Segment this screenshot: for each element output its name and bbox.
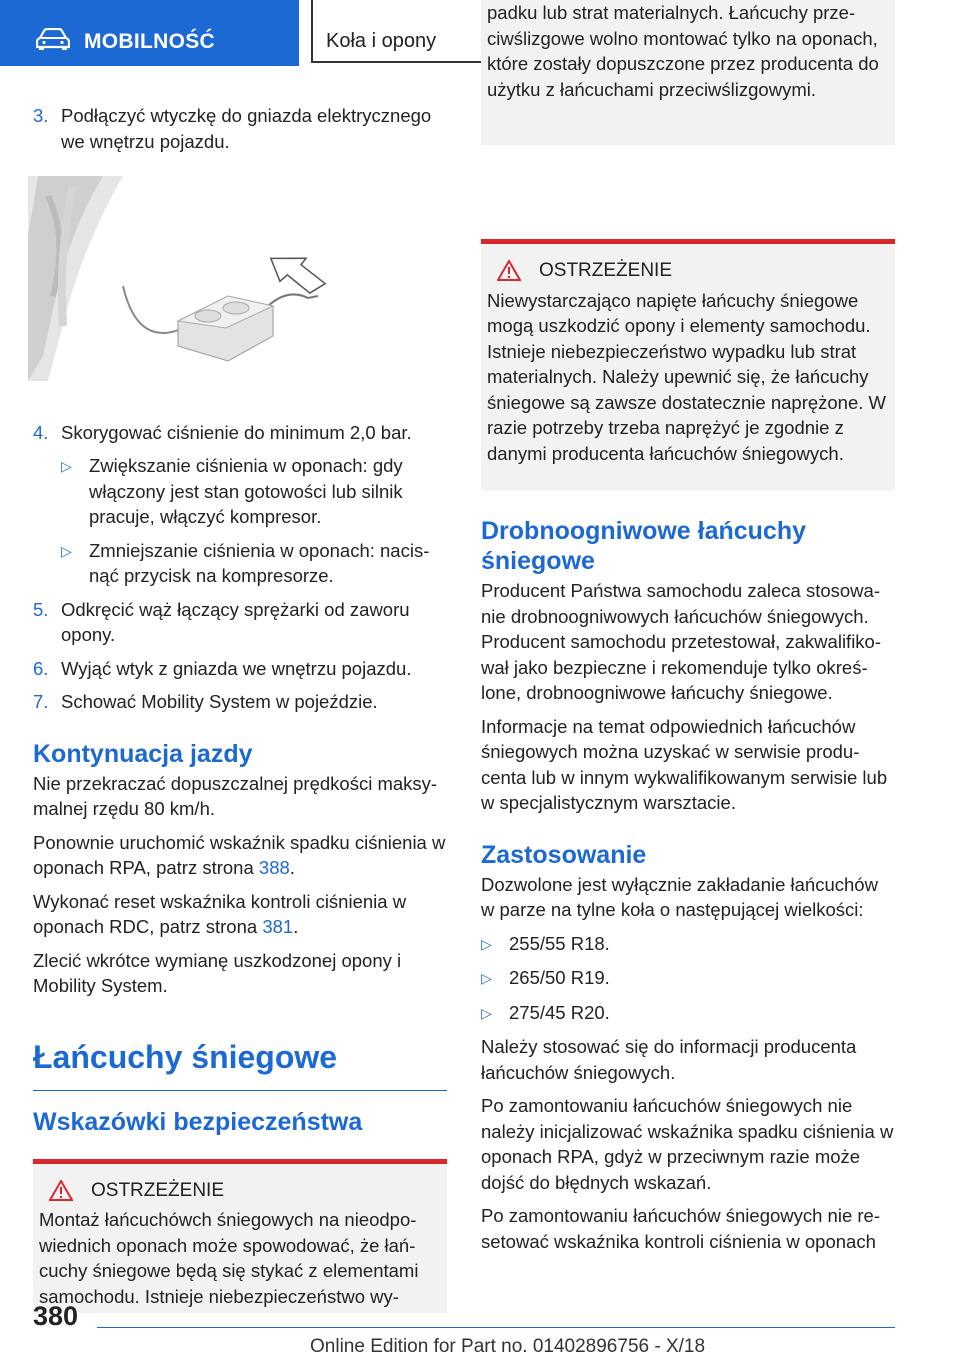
paragraph: Informacje na temat odpowiednich łańcuchów śniegowych można uzyskać w serwisie producenta lub w innym wykwalifikowanym serwisie lub w specjalistycznym warsztacie.: [481, 715, 888, 813]
section-divider: [33, 1090, 447, 1091]
step-5: [33, 597, 447, 648]
warning-text: Montaż łańcuchówch śniegowych na nieodpowiednich oponach może spowodować, że łańcuchy śniegowe będą się stykać z elementami samochodu. Istnieje niebezpieczeństwo wy-: [39, 1209, 419, 1307]
warning-triangle-icon: [497, 260, 521, 281]
footer-edition: Online Edition for Part no. 01402896756 - X/18: [310, 1336, 706, 1357]
warning-continuation: [481, 0, 895, 145]
paragraph: Wykonać reset wskaźnika kontroli ciśnienia w oponach RDC, patrz strona 381.: [33, 890, 407, 937]
header-category-bar: [0, 0, 299, 66]
paragraph: Ponownie uruchomić wskaźnik spadku ciśnienia w oponach RPA, patrz strona 388.: [33, 831, 446, 878]
header-category: MOBILNOŚĆ: [84, 30, 216, 53]
warning-title-row: [487, 258, 889, 284]
triangle-bullet-icon: ▷: [61, 542, 72, 559]
tire-size: 255/55 R18.: [509, 932, 610, 954]
header-section-title: Koła i opony: [326, 30, 437, 52]
paragraph: Dozwolone jest wyłącznie zakładanie łańcuchów w parze na tylne koła o następującej wielkości:: [481, 873, 878, 920]
triangle-bullet-icon: ▷: [481, 935, 492, 952]
footer-divider: [97, 1327, 895, 1328]
sub-text: Zwiększanie ciśnienia w oponach: gdy włączony jest stan gotowości lub silnik pracuje, włączyć kompresor.: [89, 455, 403, 527]
paragraph: Po zamontowaniu łańcuchów śniegowych nie resetować wskaźnika kontroli ciśnienia w oponach: [481, 1205, 881, 1252]
warning-text: padku lub strat materialnych. Łańcuchy przeciwślizgowe wolno montować tylko na oponach, które zostały dopuszczone przez producenta do użytku z łańcuchami przeciwślizgowymi.: [487, 2, 879, 100]
paragraph: Należy stosować się do informacji producenta łańcuchów śniegowych.: [481, 1036, 857, 1083]
heading-safety-notes: Wskazówki bezpieczeństwa: [33, 1107, 363, 1136]
list-item: [481, 1000, 895, 1027]
step-number: 5.: [33, 598, 49, 620]
tire-size: 275/45 R20.: [509, 1001, 610, 1023]
paragraph: Po zamontowaniu łańcuchów śniegowych nie należy inicjalizować wskaźnika spadku ciśnienia w oponach RPA, gdyż w przeciwnym razie może dojść do błędnych wskazań.: [481, 1095, 894, 1193]
warning-title: OSTRZEŻENIE: [539, 260, 673, 281]
step-3: [33, 103, 447, 154]
sub-text: Zmniejszanie ciśnienia w oponach: nacisnąć przycisk na kompresorze.: [89, 539, 430, 586]
warning-title-row: [39, 1178, 441, 1204]
warning-title: OSTRZEŻENIE: [91, 1179, 225, 1201]
sub-item: [61, 453, 447, 530]
page-link-388[interactable]: 388: [258, 857, 290, 878]
page-number: 380: [33, 1301, 79, 1331]
triangle-bullet-icon: ▷: [481, 1004, 492, 1021]
step-number: 3.: [33, 105, 49, 126]
step-text: Podłączyć wtyczkę do gniazda elektrycznego we wnętrzu pojazdu.: [61, 105, 432, 152]
sub-item: [61, 538, 447, 589]
compressor-photo: [28, 176, 358, 381]
step-text: Wyjąć wtyk z gniazda we wnętrzu pojazdu.: [61, 657, 412, 679]
step-6: [33, 656, 447, 682]
warning-box: [33, 1159, 447, 1314]
step-7: [33, 689, 447, 715]
list-item: [481, 965, 895, 992]
heading-snow-chains: Łańcuchy śniegowe: [33, 1038, 338, 1075]
paragraph: Zlecić wkrótce wymianę uszkodzonej opony i Mobility System.: [33, 949, 402, 996]
paragraph: Nie przekraczać dopuszczalnej prędkości maksymalnej rzędu 80 km/h.: [33, 772, 438, 819]
warning-text: Niewystarczająco napięte łańcuchy śniegowe mogą uszkodzić opony i elementy samochodu. Istnieje niebezpieczeństwo wypadku lub strat materialnych. Należy upewnić się, że łańcuchy śniegowe są zawsze dostatecznie naprężone. W razie potrzeby trzeba naprężyć je zgodnie z danymi producenta łańcuchów śniegowych.: [487, 289, 886, 464]
step-4: [33, 420, 447, 446]
triangle-bullet-icon: ▷: [481, 970, 492, 986]
list-item: [481, 931, 895, 958]
heading-usage: Zastosowanie: [481, 840, 647, 869]
heading-continue-driving: Kontynuacja jazdy: [33, 739, 253, 768]
step-number: 4.: [33, 421, 49, 443]
triangle-bullet-icon: ▷: [61, 458, 72, 474]
left-column: [33, 103, 447, 1313]
warning-box: [481, 239, 895, 490]
heading-fine-link-chains: Drobnoogniwowe łańcuchy śniegowe: [481, 517, 807, 575]
warning-triangle-icon: [49, 1180, 73, 1201]
tire-size: 265/50 R19.: [509, 967, 610, 988]
step-number: 7.: [33, 691, 49, 712]
page-link-381[interactable]: 381: [262, 916, 294, 937]
step-text: Odkręcić wąż łączący sprężarki od zaworu opony.: [61, 598, 410, 645]
paragraph: Producent Państwa samochodu zaleca stosowanie drobnoogniwowych łańcuchów śniegowych. Producent samochodu przetestował, zakwalifikował jako bezpieczne i rekomenduje tylko określone, drobnoogniwowe łańcuchy śniegowe.: [481, 580, 882, 703]
car-icon: [36, 28, 70, 50]
right-column: [481, 2, 895, 1262]
step-text: Schować Mobility System w pojeździe.: [61, 691, 378, 712]
step-text: Skorygować ciśnienie do minimum 2,0 bar.: [61, 421, 412, 443]
step-number: 6.: [33, 657, 49, 679]
